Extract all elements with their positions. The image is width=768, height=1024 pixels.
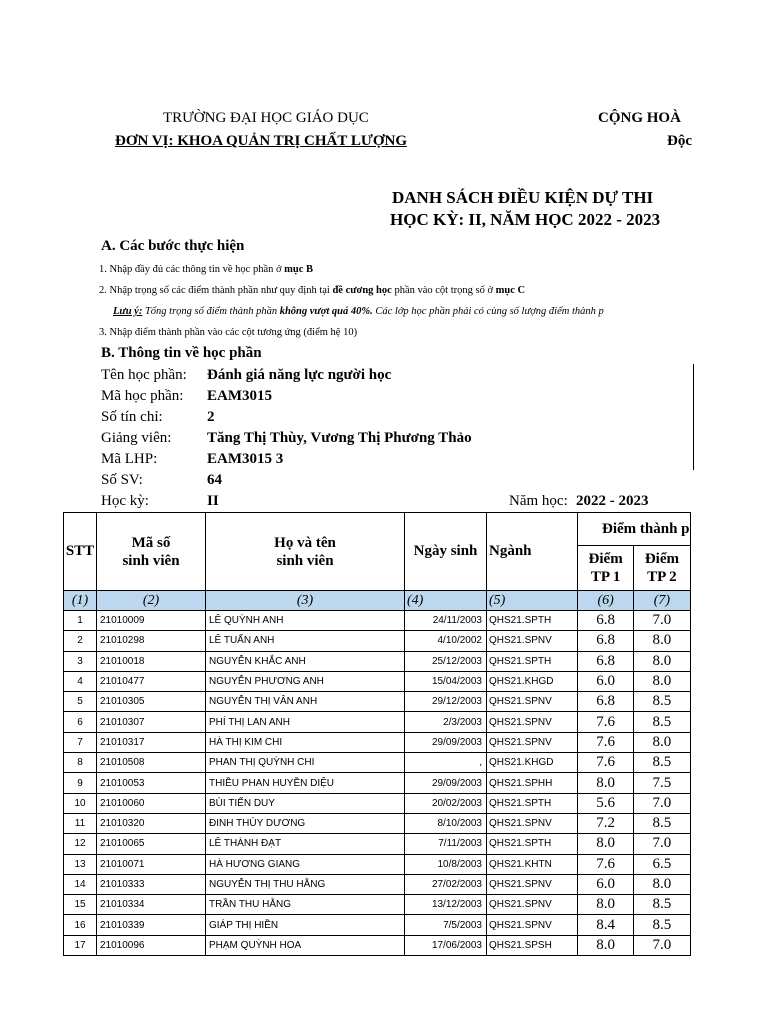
cell-student-id: 21010334	[97, 895, 206, 915]
cell-score-tp2: 8.5	[634, 712, 690, 732]
cell-dob: 10/8/2003	[405, 854, 487, 874]
table-row	[64, 671, 691, 691]
cell-score-tp2: 7.0	[634, 834, 690, 854]
column-index-row	[64, 591, 691, 611]
col-header-tp2-line1: Điểm	[644, 551, 679, 567]
cell-score-tp2: 8.5	[634, 895, 690, 915]
cell-student-name: LÊ QUỲNH ANH	[206, 611, 405, 631]
lecturer-label: Giảng viên:	[101, 430, 172, 446]
index-cell: (7)	[634, 591, 690, 611]
cell-score-tp1: 6.0	[578, 671, 634, 691]
year-value: 2022 - 2023	[576, 493, 649, 509]
cell-score-tp1: 8.0	[578, 773, 634, 793]
cell-major: QHS21.SPTH	[487, 834, 578, 854]
index-cell: (2)	[97, 591, 206, 611]
table-header-row	[64, 513, 691, 546]
cell-stt: 16	[64, 915, 97, 935]
col-header-student-id-line1: Mã số	[131, 534, 171, 551]
table-row	[64, 651, 691, 671]
cell-student-name: PHÍ THỊ LAN ANH	[206, 712, 405, 732]
cell-dob: 7/11/2003	[405, 834, 487, 854]
cell-dob: 7/5/2003	[405, 915, 487, 935]
cell-dob: 15/04/2003	[405, 671, 487, 691]
cell-dob: 8/10/2003	[405, 813, 487, 833]
table-row	[64, 854, 691, 874]
cell-student-id: 21010298	[97, 631, 206, 651]
cell-stt: 15	[64, 895, 97, 915]
cell-student-name: THIỀU PHAN HUYỀN DIỆU	[206, 773, 405, 793]
table-row	[64, 631, 691, 651]
col-header-stt: STT	[64, 513, 97, 591]
cell-dob: 27/02/2003	[405, 874, 487, 894]
cell-stt: 7	[64, 732, 97, 752]
section-a-heading: A. Các bước thực hiện	[101, 238, 245, 254]
table-row	[64, 935, 691, 955]
cell-student-id: 21010053	[97, 773, 206, 793]
cell-dob: 13/12/2003	[405, 895, 487, 915]
cell-score-tp2: 8.5	[634, 753, 690, 773]
cell-major: QHS21.SPNV	[487, 813, 578, 833]
table-row	[64, 813, 691, 833]
cell-student-name: ĐINH THÙY DƯƠNG	[206, 813, 405, 833]
step2-bold-2: mục C	[495, 285, 526, 296]
cell-score-tp2: 6.5	[634, 854, 690, 874]
cell-major: QHS21.KHTN	[487, 854, 578, 874]
cell-major: QHS21.SPNV	[487, 915, 578, 935]
cell-major: QHS21.SPTH	[487, 611, 578, 631]
cell-dob: 20/02/2003	[405, 793, 487, 813]
cell-student-name: LÊ TUẤN ANH	[206, 631, 405, 651]
cell-score-tp2: 8.0	[634, 874, 690, 894]
cell-stt: 14	[64, 874, 97, 894]
cell-student-id: 21010065	[97, 834, 206, 854]
instruction-note	[113, 306, 604, 317]
cell-score-tp1: 6.0	[578, 874, 634, 894]
table-row	[64, 793, 691, 813]
course-name-label: Tên học phần:	[101, 367, 187, 383]
cell-score-tp1: 7.6	[578, 753, 634, 773]
col-header-major: Ngành	[487, 513, 578, 591]
cell-score-tp1: 7.6	[578, 712, 634, 732]
cell-score-tp2: 7.0	[634, 793, 690, 813]
semester-label: Học kỳ:	[101, 493, 149, 509]
course-code-value: EAM3015	[207, 388, 272, 404]
table-row	[64, 611, 691, 631]
cell-major: QHS21.SPTH	[487, 651, 578, 671]
cell-score-tp2: 8.0	[634, 671, 690, 691]
col-header-student-id-line2: sinh viên	[122, 552, 180, 569]
cell-student-name: BÙI TIẾN DUY	[206, 793, 405, 813]
cell-student-id: 21010333	[97, 874, 206, 894]
cell-major: QHS21.SPNV	[487, 895, 578, 915]
cell-major: QHS21.SPNV	[487, 712, 578, 732]
note-label: Lưu ý:	[113, 306, 143, 317]
cell-student-id: 21010508	[97, 753, 206, 773]
table-row	[64, 895, 691, 915]
cell-stt: 1	[64, 611, 97, 631]
col-header-name-line2: sinh viên	[276, 552, 334, 569]
cell-score-tp1: 8.4	[578, 915, 634, 935]
cell-score-tp2: 7.0	[634, 935, 690, 955]
year-label: Năm học:	[509, 493, 568, 509]
instruction-step-3: 3. Nhập điểm thành phần vào các cột tương ứng (điểm hệ 10)	[99, 327, 358, 338]
cell-student-name: NGUYỄN PHƯƠNG ANH	[206, 671, 405, 691]
cell-student-id: 21010307	[97, 712, 206, 732]
student-count-value: 64	[207, 472, 222, 488]
cell-stt: 17	[64, 935, 97, 955]
cell-student-name: NGUYỄN THỊ THU HẰNG	[206, 874, 405, 894]
credits-value: 2	[207, 409, 215, 425]
index-cell: (4)	[405, 591, 487, 611]
semester-value: II	[207, 493, 219, 509]
cell-major: QHS21.SPNV	[487, 874, 578, 894]
cell-score-tp1: 5.6	[578, 793, 634, 813]
table-row	[64, 692, 691, 712]
cell-student-id: 21010060	[97, 793, 206, 813]
note-text: Tổng trọng số điểm thành phần	[142, 306, 280, 317]
cell-student-name: NGUYỄN THỊ VÂN ANH	[206, 692, 405, 712]
col-header-name	[206, 513, 405, 591]
table-row	[64, 712, 691, 732]
cell-major: QHS21.SPNV	[487, 692, 578, 712]
instruction-step-2	[99, 285, 525, 296]
instruction-step-1	[99, 264, 313, 275]
cell-major: QHS21.SPTH	[487, 793, 578, 813]
cell-score-tp2: 7.5	[634, 773, 690, 793]
step1-text: 1. Nhập đầy đủ các thông tin về học phần ở	[99, 264, 285, 275]
cell-score-tp2: 8.5	[634, 813, 690, 833]
document-title: DANH SÁCH ĐIỀU KIỆN DỰ THI	[392, 188, 654, 207]
unit-name: ĐƠN VỊ: KHOA QUẢN TRỊ CHẤT LƯỢNG	[115, 133, 407, 149]
cell-score-tp1: 7.6	[578, 854, 634, 874]
table-row	[64, 834, 691, 854]
course-code-label: Mã học phần:	[101, 388, 184, 404]
cell-score-tp1: 8.0	[578, 895, 634, 915]
table-row	[64, 753, 691, 773]
cell-stt: 13	[64, 854, 97, 874]
cell-score-tp1: 6.8	[578, 692, 634, 712]
step1-bold: mục B	[284, 264, 314, 275]
section-b-heading: B. Thông tin về học phần	[101, 345, 262, 361]
cell-dob: 24/11/2003	[405, 611, 487, 631]
step2-text: 2. Nhập trọng số các điểm thành phần như quy định tại	[99, 285, 333, 296]
cell-student-id: 21010009	[97, 611, 206, 631]
cell-stt: 8	[64, 753, 97, 773]
cell-student-id: 21010071	[97, 854, 206, 874]
col-header-tp2	[634, 546, 690, 591]
cell-student-name: TRẦN THU HẰNG	[206, 895, 405, 915]
cell-dob: 25/12/2003	[405, 651, 487, 671]
cell-stt: 12	[64, 834, 97, 854]
cell-student-id: 21010320	[97, 813, 206, 833]
cell-score-tp1: 8.0	[578, 834, 634, 854]
cell-student-id: 21010477	[97, 671, 206, 691]
cell-dob: 2/3/2003	[405, 712, 487, 732]
cell-score-tp1: 7.2	[578, 813, 634, 833]
cell-dob: 17/06/2003	[405, 935, 487, 955]
cell-stt: 11	[64, 813, 97, 833]
index-cell: (5)	[487, 591, 578, 611]
cell-major: QHS21.SPNV	[487, 631, 578, 651]
credits-label: Số tín chỉ:	[101, 409, 163, 425]
cell-student-name: PHAN THỊ QUỲNH CHI	[206, 753, 405, 773]
cell-dob: 29/09/2003	[405, 732, 487, 752]
cell-student-name: GIÁP THỊ HIỀN	[206, 915, 405, 935]
cell-major: QHS21.KHGD	[487, 753, 578, 773]
cell-major: QHS21.SPHH	[487, 773, 578, 793]
cell-student-id: 21010096	[97, 935, 206, 955]
motto-heading: Độc	[667, 133, 692, 149]
cell-score-tp2: 8.0	[634, 631, 690, 651]
class-code-value: EAM3015 3	[207, 451, 284, 467]
cell-stt: 3	[64, 651, 97, 671]
republic-heading: CỘNG HOÀ	[598, 110, 681, 126]
cell-dob: 4/10/2002	[405, 631, 487, 651]
col-header-name-line1: Họ và tên	[274, 534, 336, 551]
cell-score-tp2: 8.5	[634, 692, 690, 712]
col-header-student-id	[97, 513, 206, 591]
step2-text-mid: phần vào cột trọng số ở	[391, 285, 496, 296]
note-bold: không vượt quá 40%.	[279, 306, 373, 317]
index-cell: (6)	[578, 591, 634, 611]
cell-student-name: HÀ THỊ KIM CHI	[206, 732, 405, 752]
cell-student-name: LÊ THÀNH ĐẠT	[206, 834, 405, 854]
cell-score-tp1: 6.8	[578, 631, 634, 651]
cell-dob: 29/09/2003	[405, 773, 487, 793]
cell-score-tp1: 6.8	[578, 611, 634, 631]
step2-bold-1: đề cương học	[332, 285, 392, 296]
cell-student-name: PHẠM QUỲNH HOA	[206, 935, 405, 955]
cell-score-tp2: 8.5	[634, 915, 690, 935]
col-header-tp1-line1: Điểm	[588, 551, 623, 567]
cell-score-tp1: 6.8	[578, 651, 634, 671]
cell-score-tp1: 7.6	[578, 732, 634, 752]
cell-stt: 6	[64, 712, 97, 732]
cell-major: QHS21.SPSH	[487, 935, 578, 955]
cell-stt: 10	[64, 793, 97, 813]
cell-score-tp2: 8.0	[634, 651, 690, 671]
cell-score-tp2: 8.0	[634, 732, 690, 752]
cell-student-id: 21010339	[97, 915, 206, 935]
cell-stt: 5	[64, 692, 97, 712]
document-subtitle: HỌC KỲ: II, NĂM HỌC 2022 - 2023	[390, 210, 661, 229]
lecturer-value: Tăng Thị Thùy, Vương Thị Phương Thảo	[207, 430, 472, 446]
table-row	[64, 773, 691, 793]
cell-student-id: 21010018	[97, 651, 206, 671]
class-code-label: Mã LHP:	[101, 451, 158, 467]
col-header-tp1-line2: TP 1	[590, 569, 621, 585]
table-row	[64, 915, 691, 935]
cell-student-name: NGUYỄN KHẮC ANH	[206, 651, 405, 671]
col-header-dob: Ngày sinh	[405, 513, 487, 591]
cell-student-id: 21010305	[97, 692, 206, 712]
cell-stt: 4	[64, 671, 97, 691]
col-header-tp2-line2: TP 2	[647, 569, 677, 585]
course-name-value: Đánh giá năng lực người học	[207, 367, 392, 383]
info-box-edge	[693, 364, 694, 470]
note-text-post: Các lớp học phần phải có cùng số lượng điểm thành p	[372, 306, 604, 317]
col-header-tp1	[578, 546, 634, 591]
col-header-component-group: Điểm thành p	[578, 513, 691, 546]
cell-score-tp1: 8.0	[578, 935, 634, 955]
table-row	[64, 732, 691, 752]
cell-major: QHS21.KHGD	[487, 671, 578, 691]
cell-major: QHS21.SPNV	[487, 732, 578, 752]
index-cell: (1)	[64, 591, 97, 611]
cell-student-name: HÀ HƯƠNG GIANG	[206, 854, 405, 874]
table-row	[64, 874, 691, 894]
student-count-label: Số SV:	[101, 472, 143, 488]
university-name: TRƯỜNG ĐẠI HỌC GIÁO DỤC	[163, 110, 369, 126]
exam-eligibility-table	[63, 512, 691, 956]
cell-score-tp2: 7.0	[634, 611, 690, 631]
cell-stt: 2	[64, 631, 97, 651]
cell-stt: 9	[64, 773, 97, 793]
index-cell: (3)	[206, 591, 405, 611]
cell-student-id: 21010317	[97, 732, 206, 752]
cell-dob: 29/12/2003	[405, 692, 487, 712]
cell-dob: ,	[405, 753, 487, 773]
